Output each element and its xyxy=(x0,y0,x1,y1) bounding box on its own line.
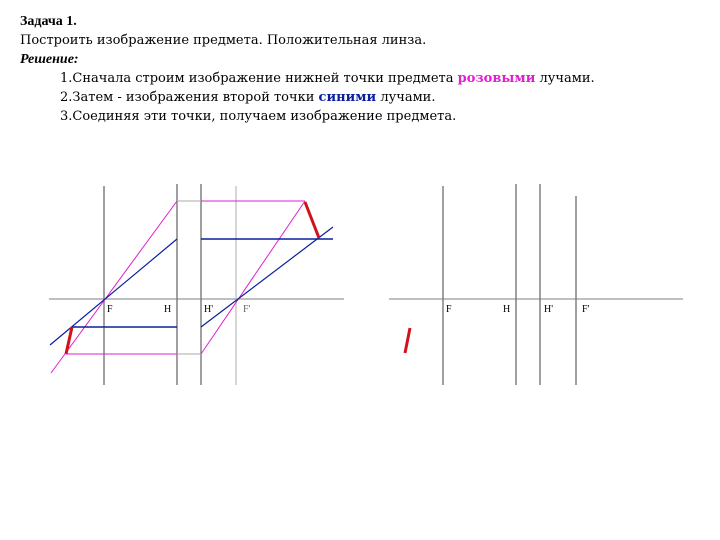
label-f: F xyxy=(107,304,113,315)
step-3-text: 3.Соединяя эти точки, получаем изображение предмета. xyxy=(60,109,457,124)
pink-ray-1a xyxy=(51,201,177,373)
step-1-after: лучами. xyxy=(535,71,595,86)
task-statement: Построить изображение предмета. Положительная линза. xyxy=(20,33,427,48)
image-arrow xyxy=(305,202,319,238)
step-1-before: 1.Сначала строим изображение нижней точки предмета xyxy=(60,71,458,86)
diagram-right xyxy=(389,184,683,385)
label-h: H xyxy=(503,304,511,315)
object-arrow xyxy=(405,328,410,353)
solution-label: Решение: xyxy=(20,52,79,67)
blue-ray-2b xyxy=(201,227,333,327)
step-2-highlight: синими xyxy=(318,90,377,105)
label-h-prime: H' xyxy=(204,304,214,315)
task-title: Задача 1. xyxy=(20,14,77,29)
step-1-highlight: розовыми xyxy=(457,71,536,86)
pink-ray-2b xyxy=(201,201,305,354)
blue-ray-1a xyxy=(50,239,177,345)
step-2-before: 2.Затем - изображения второй точки xyxy=(60,90,319,105)
diagram-left xyxy=(49,184,344,385)
label-f-prime: F' xyxy=(582,304,590,315)
label-f-prime: F' xyxy=(243,304,251,315)
label-h: H xyxy=(164,304,172,315)
step-2-after: лучами. xyxy=(376,90,436,105)
label-h-prime: H' xyxy=(544,304,554,315)
label-f: F xyxy=(446,304,452,315)
